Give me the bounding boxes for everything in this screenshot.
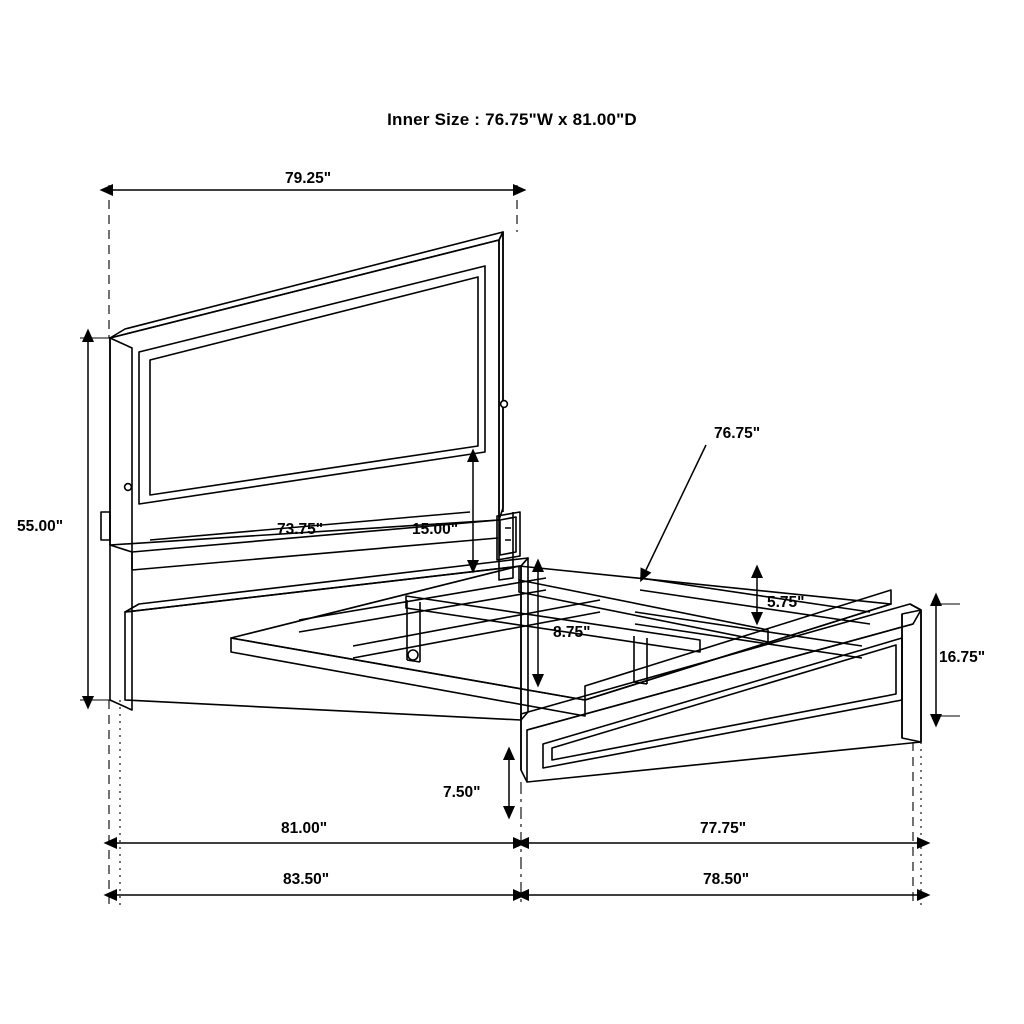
dimension-lines: [88, 190, 936, 895]
bed-outline: [101, 232, 921, 782]
dim-inner-depth: 81.00": [281, 820, 328, 837]
dim-footboard-clear: 7.50": [443, 784, 481, 801]
dim-side-length: 77.75": [700, 820, 747, 837]
dim-deck-height: 8.75": [553, 624, 591, 641]
dim-top-width: 79.25": [285, 170, 332, 187]
dim-slat-span: 76.75": [714, 425, 761, 442]
dim-footboard-height: 16.75": [939, 649, 986, 666]
dim-panel-width: 73.75": [277, 521, 324, 538]
dim-rail-drop: 15.00": [412, 521, 459, 538]
page-title: Inner Size : 76.75"W x 81.00"D: [387, 110, 637, 129]
dim-overall-width: 78.50": [703, 871, 750, 888]
dim-overall-depth: 83.50": [283, 871, 330, 888]
dim-headboard-height: 55.00": [17, 518, 64, 535]
dim-slat-thickness: 5.75": [767, 594, 805, 611]
